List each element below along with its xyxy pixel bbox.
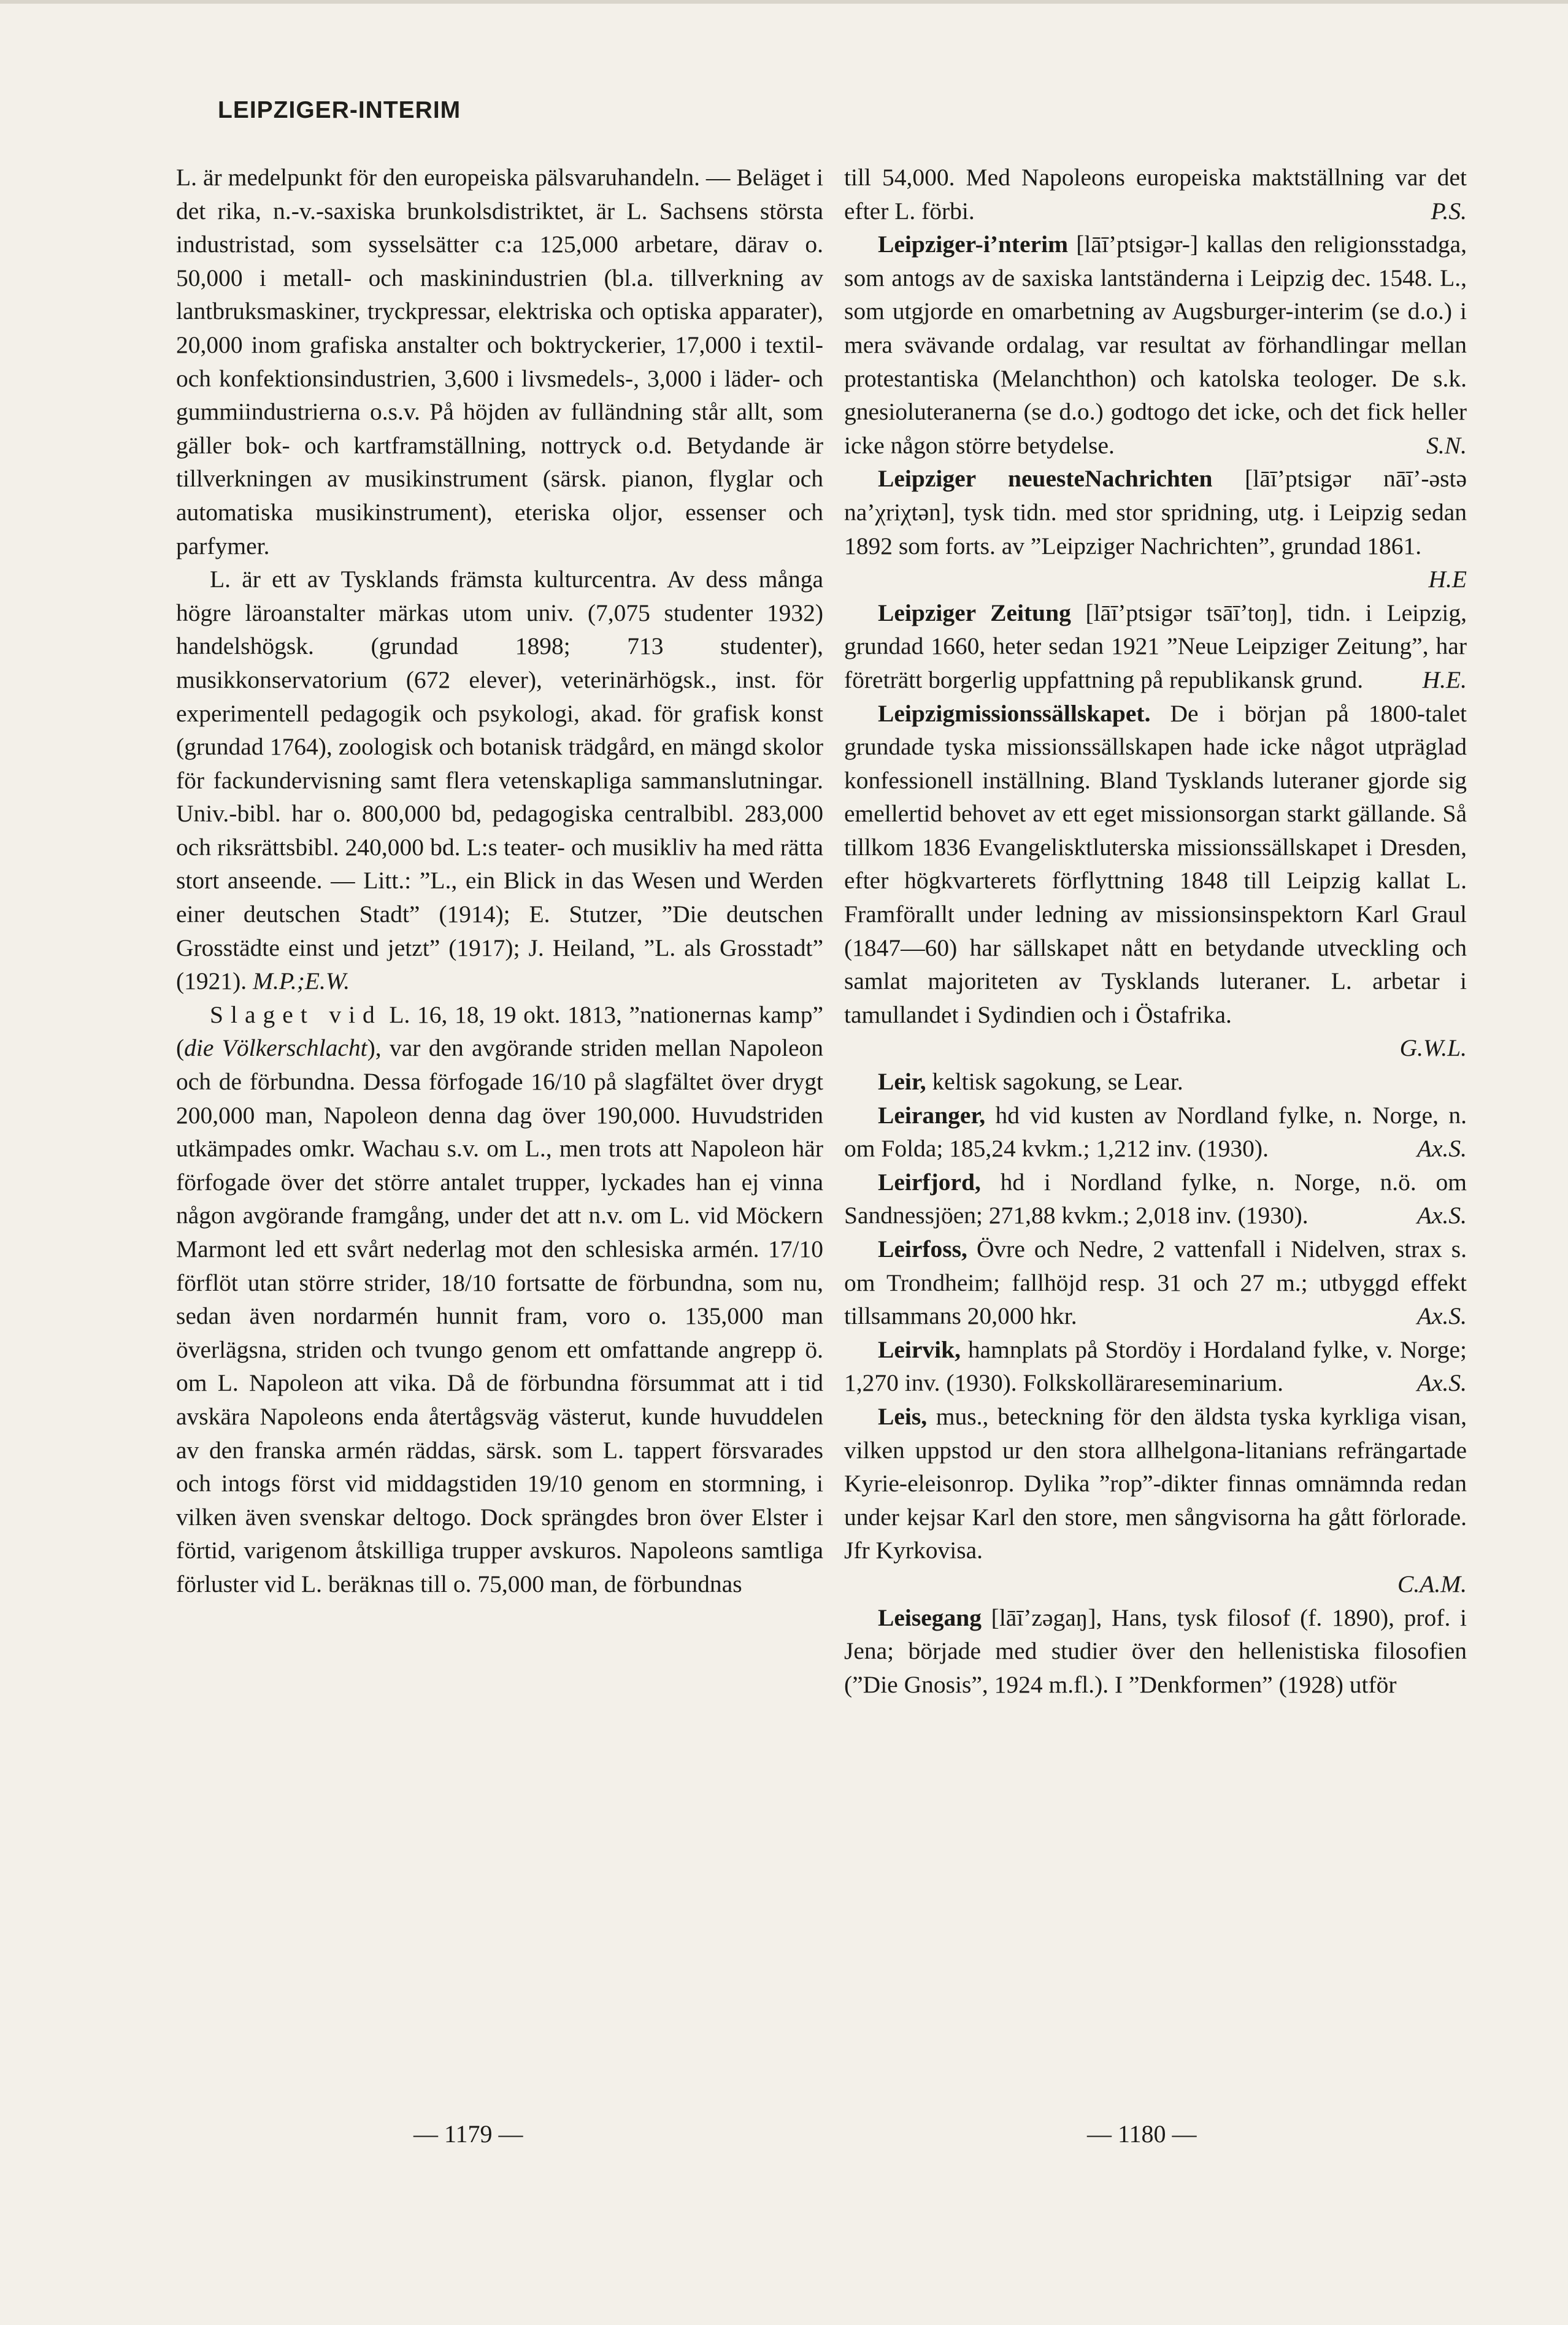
- entry: [844, 1400, 1467, 1567]
- page-edge: [0, 0, 1568, 4]
- page-number-right: — 1180 —: [1087, 2120, 1197, 2148]
- signature: H.E.: [1422, 666, 1467, 693]
- signature: S.N.: [1426, 431, 1467, 459]
- headword: Leipziger Zeitung: [878, 599, 1071, 626]
- entry: [844, 462, 1467, 593]
- right-column: [844, 161, 1467, 1701]
- battle-italic: die Völkerschlacht: [184, 1034, 367, 1062]
- headword: Leisegang: [878, 1604, 982, 1631]
- spaced-heading: Slaget vid: [210, 1001, 382, 1028]
- headword: Leiranger,: [878, 1101, 986, 1129]
- entry: [844, 1333, 1467, 1400]
- entry-text: keltisk sagokung, se Lear.: [926, 1068, 1183, 1096]
- entry-text: mus., beteckning för den äldsta tyska kyrkliga visan, vilken uppstod ur den stora allhelgona-litanians refrängartade Kyrie-eleisonrop. Dylika ”rop”-dikter finnas omnämnda redan under kejsar Karl den store, men sångvisorna ha gått förlorade. Jfr Kyrkovisa.: [844, 1402, 1467, 1564]
- headword: Leir,: [878, 1068, 926, 1096]
- entry-text: hamnplats på Stordöy i Hordaland fylke, v. Norge; 1,270 inv. (1930). Folkskollärareseminarium.: [844, 1335, 1467, 1397]
- headword: Leis,: [878, 1402, 928, 1430]
- running-head: LEIPZIGER-INTERIM: [218, 97, 461, 123]
- battle-text-b: ), var den avgörande striden mellan Napoleon och de förbundna. Dessa förfogade 16/10 på slagfältet över drygt 200,000 man, Napoleon denna dag över 190,000. Huvudstriden utkämpades omkr. Wachau s.v. om L., men trots att Napoleon här förfogade över det större antalet trupper, lyckades han ej vinna någon avgörande framgång, under det att n.v. om L. vid Möckern Marmont led ett svårt nederlag mot den schlesiska armén. 17/10 förflöt utan större strider, 18/10 fortsatte de förbundna, som nu, sedan även nordarmén hunnit fram, voro o. 135,000 man överlägsna, striden och tvungo genom ett omfattande angrepp ö. om L. Napoleon att vika. Då de förbundna försummat att i tid avskära Napoleons enda återtågsväg västerut, kunde huvuddelen av den franska armén räddas, särsk. som L. tappert försvarades och intogs först vid middagstiden 19/10 genom en stormning, i vilken även svenskar deltogo. Dock sprängdes bron över Elster i förtid, varigenom åtskilliga trupper avskuros. Napoleons samtliga förluster vid L. beräknas till o. 75,000 man, de förbundnas: [176, 1034, 823, 1597]
- entry: [844, 1099, 1467, 1166]
- entry: [844, 596, 1467, 697]
- headword: Leirfjord,: [878, 1168, 981, 1196]
- continuation: [844, 161, 1467, 228]
- headword: Leirfoss,: [878, 1236, 967, 1262]
- signature: C.A.M.: [1397, 1570, 1467, 1597]
- signature: G.W.L.: [1399, 1034, 1467, 1062]
- paragraph-culture: [176, 563, 823, 998]
- signature: Ax.S.: [1416, 1135, 1467, 1162]
- headword: Leipziger-i’nterim: [878, 231, 1069, 258]
- signature: P.S.: [1431, 197, 1467, 225]
- entry-text: [lāī’ptsigər tsāī’toŋ], tidn. i Leipzig, grundad 1660, heter sedan 1921 ”Neue Leipziger Zeitung”, har företrätt borgerlig uppfattning på republikansk grund.: [844, 599, 1467, 693]
- left-column: [176, 161, 823, 1601]
- battle-text-a: L. 16, 18, 19 okt. 1813, ”nationernas kamp” (: [176, 1001, 823, 1062]
- signature: Ax.S.: [1416, 1302, 1467, 1330]
- continuation-text: till 54,000. Med Napoleons europeiska maktställning var det efter L. förbi.: [844, 164, 1467, 225]
- paragraph-culture-text: L. är ett av Tysklands främsta kulturcentra. Av dess många högre läroanstalter märkas utom univ. (7,075 studenter 1932) handelshögsk. (grundad 1898; 713 studenter), musikkonservatorium (672 elever), veterinärhögsk., inst. för experimentell pedagogik och psykologi, akad. för grafisk konst (grundad 1764), zoologisk och botanisk trädgård, en mängd skolor för fackundervisning samt flera vetenskapliga sammanslutningar. Univ.-bibl. har o. 800,000 bd, pedagogiska centralbibl. 283,000 och riksrättsbibl. 240,000 bd. L:s teater- och musikliv ha med rätta stort anseende. — Litt.: ”L., ein Blick in das Wesen und Werden einer deutschen Stadt” (1914); E. Stutzer, ”Die deutschen Grosstädte einst und jetzt” (1917); J. Heiland, ”L. als Grosstadt” (1921).: [176, 566, 823, 995]
- entry-text: [lāī’ptsigər-] kallas den religionsstadga, som antogs av de saxiska lantständerna i Leipzig dec. 1548. L., som utgjorde en omarbetning av Augsburger-interim (se d.o.) i mera svävande ordalag, var resultat av förhandlingar mellan protestantiska (Melanchthon) och katolska teologer. De s.k. gnesioluteranerna (se d.o.) godtogo det icke, och det fick heller icke någon större betydelse.: [844, 231, 1467, 459]
- signature: Ax.S.: [1416, 1202, 1467, 1229]
- entry: [844, 1166, 1467, 1232]
- entry: [844, 1601, 1467, 1702]
- entry: [844, 1232, 1467, 1333]
- entry: [844, 228, 1467, 462]
- entry-text: hd vid kusten av Nordland fylke, n. Norge, n. om Folda; 185,24 kvkm.; 1,212 inv. (1930).: [844, 1101, 1467, 1162]
- entry-text: [lāī’zəgaŋ], Hans, tysk filosof (f. 1890), prof. i Jena; började med studier över den hellenistiska filosofien (”Die Gnosis”, 1924 m.fl.). I ”Denkformen” (1928) utför: [844, 1604, 1467, 1698]
- signature: M.P.;E.W.: [253, 967, 350, 995]
- headword: Leipzigmissionssällskapet.: [878, 699, 1151, 727]
- entry-text: De i början på 1800-talet grundade tyska missionssällskapen hade icke något utpräglad konfessionell inställning. Bland Tysklands luteraner gjorde sig emellertid behovet av ett eget missionsorgan starkt gällande. Så tillkom 1836 Evangelisktluterska missionssällskapet i Dresden, efter högkvarterets förflyttning 1848 till Leipzig kallat L. Framförallt under ledning av missionsinspektorn Karl Graul (1847—60) har sällskapet nått en betydande utveckling och samlat majoriteten av Tysklands luteraner. L. arbetar i tamullandet i Sydindien och i Östafrika.: [844, 699, 1467, 1028]
- signature: H.E: [1428, 566, 1467, 593]
- entry: [844, 1065, 1467, 1099]
- paragraph-industry: L. är medelpunkt för den europeiska pälsvaruhandeln. — Beläget i det rika, n.-v.-saxiska brunkolsdistriktet, är L. Sachsens största industristad, som sysselsätter c:a 125,000 arbetare, därav o. 50,000 i metall- och maskinindustrien (bl.a. tillverkning av lantbruksmaskiner, tryckpressar, elektriska och optiska apparater), 20,000 inom grafiska anstalter och boktryckerier, 17,000 i textil- och konfektionsindustrien, 3,600 i livsmedels-, 3,000 i läder- och gummiindustrierna o.s.v. På höjden av fulländning står allt, som gäller bok- och kartframställning, nottryck o.d. Betydande är tillverkningen av musikinstrument (särsk. pianon, flyglar och automatiska musikinstrument), eteriska oljor, essenser och parfymer.: [176, 164, 823, 559]
- entry-text: [lāī’ptsigər nāī’-əstə na’χriχtən], tysk tidn. med stor spridning, utg. i Leipzig sedan 1892 som forts. av ”Leipziger Nachrichten”, grundad 1861.: [844, 465, 1467, 559]
- entry-text: hd i Nordland fylke, n. Norge, n.ö. om Sandnessjöen; 271,88 kvkm.; 2,018 inv. (1930).: [844, 1168, 1467, 1229]
- signature: Ax.S.: [1416, 1369, 1467, 1397]
- entry: [844, 697, 1467, 1032]
- headword: Leipziger neuesteNachrichten: [878, 465, 1213, 493]
- page-number-left: — 1179 —: [413, 2120, 523, 2148]
- paragraph-battle: [176, 998, 823, 1601]
- headword: Leirvik,: [878, 1335, 961, 1363]
- entry-text: Övre och Nedre, 2 vattenfall i Nidelven, strax s. om Trondheim; fallhöjd resp. 31 och 27 m.; utbyggd effekt tillsammans 20,000 hkr.: [844, 1236, 1467, 1330]
